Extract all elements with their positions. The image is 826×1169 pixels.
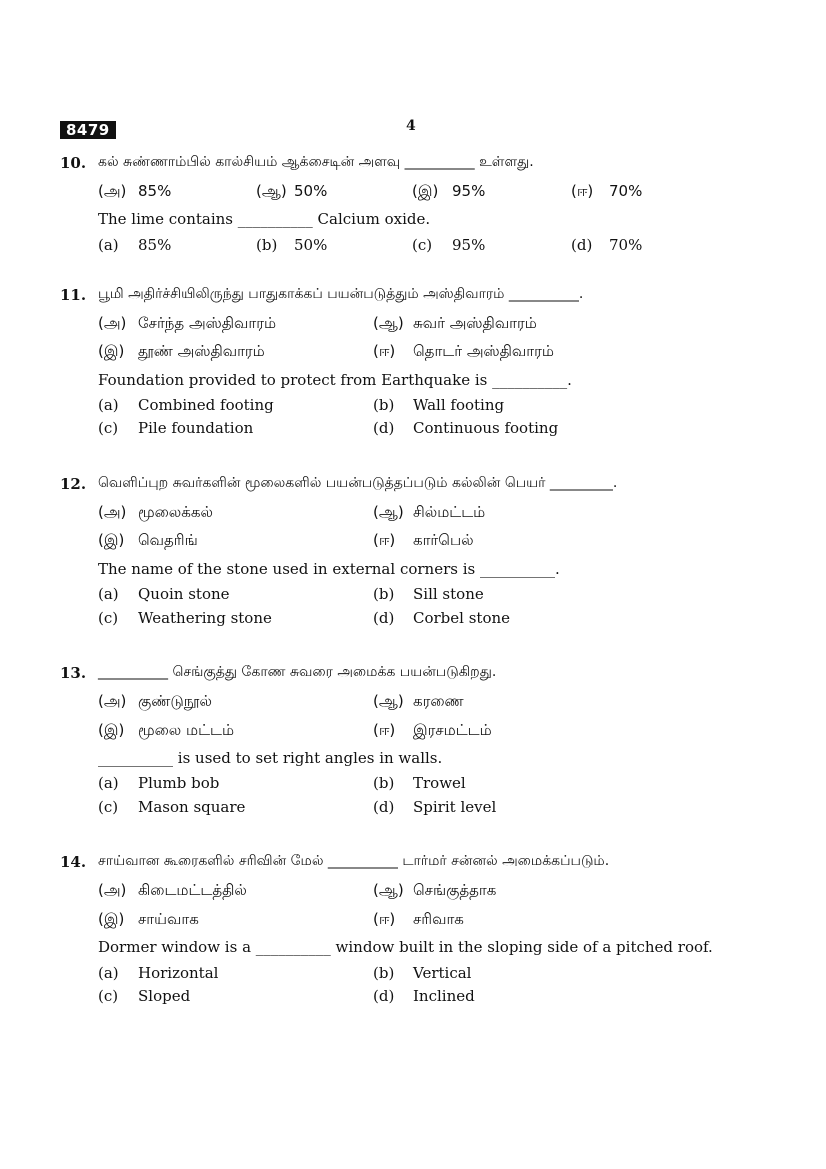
option-text: கார்பெல் (413, 531, 474, 549)
option-text: வெதரிங் (138, 531, 198, 549)
option-label: (a) (98, 396, 119, 414)
option-label: (b) (373, 964, 395, 982)
option-tamil-2 (373, 692, 464, 712)
option-english-b (373, 396, 505, 414)
option-label: (d) (373, 798, 395, 816)
question-text-english: Dormer window is a __________ window built in the sloping side of a pitched roof. (98, 938, 713, 956)
option-label: (ஆ) (373, 314, 404, 332)
option-text: இரசமட்டம் (413, 721, 492, 739)
option-tamil-3 (98, 531, 198, 551)
question-text-english: Foundation provided to protect from Earthquake is __________. (98, 371, 572, 389)
option-text: Weathering stone (138, 609, 272, 627)
option-text: தூண் அஸ்திவாரம் (138, 342, 265, 360)
option-text: Mason square (138, 798, 246, 816)
option-label: (அ) (98, 881, 127, 899)
option-label: (a) (98, 964, 119, 982)
option-tamil-4 (571, 182, 643, 202)
option-tamil-4 (373, 721, 492, 741)
option-text: Vertical (413, 964, 472, 982)
option-text: Horizontal (138, 964, 219, 982)
option-text: 50% (294, 236, 328, 254)
option-label: (அ) (98, 314, 127, 332)
option-text: Sloped (138, 987, 191, 1005)
option-label: (d) (373, 419, 395, 437)
option-tamil-3 (98, 721, 235, 741)
option-text: 70% (609, 182, 643, 200)
option-tamil-1 (98, 182, 172, 202)
option-label: (c) (412, 236, 433, 254)
option-label: (d) (373, 609, 395, 627)
option-text: Quoin stone (138, 585, 230, 603)
option-english-b (373, 585, 484, 603)
option-label: (இ) (412, 182, 439, 200)
question-number: 11. (60, 286, 87, 304)
option-english-c (98, 798, 246, 816)
option-label: (இ) (98, 531, 125, 549)
option-label: (b) (373, 396, 395, 414)
option-english-d (373, 419, 559, 437)
option-text: 50% (294, 182, 328, 200)
option-label: (a) (98, 236, 119, 254)
option-label: (c) (98, 609, 119, 627)
option-text: சேர்ந்த அஸ்திவாரம் (138, 314, 277, 332)
option-text: Inclined (413, 987, 475, 1005)
option-tamil-3 (98, 910, 199, 930)
question-text-tamil: பூமி அதிர்ச்சியிலிருந்து பாதுகாக்கப் பயன்படுத்தும் அஸ்திவாரம் __________. (98, 286, 584, 302)
option-text: 95% (452, 236, 486, 254)
option-english-d (373, 609, 511, 627)
question-number: 10. (60, 154, 87, 172)
page-number: 4 (406, 118, 416, 134)
option-english-c (98, 609, 272, 627)
option-label: (a) (98, 585, 119, 603)
option-english-a (98, 964, 219, 982)
option-english-a (98, 585, 230, 603)
option-english-b (373, 964, 472, 982)
option-label: (இ) (98, 721, 125, 739)
option-label: (இ) (98, 342, 125, 360)
option-text: 85% (138, 236, 172, 254)
option-tamil-2 (373, 881, 497, 901)
question-text-tamil: __________ செங்குத்து கோண சுவரை அமைக்க பயன்படுகிறது. (98, 664, 497, 680)
option-english-a (98, 396, 274, 414)
option-tamil-2 (373, 503, 486, 523)
option-english-d (373, 987, 475, 1005)
question-text-tamil: வெளிப்புற சுவர்களின் மூலைகளில் பயன்படுத்தப்படும் கல்லின் பெயர் _________. (98, 475, 618, 491)
paper-code: 8479 (60, 121, 116, 139)
option-english-d (373, 798, 497, 816)
option-english-b (256, 236, 328, 254)
option-label: (ஈ) (571, 182, 594, 200)
option-label: (b) (256, 236, 278, 254)
option-text: 95% (452, 182, 486, 200)
option-label: (c) (98, 798, 119, 816)
option-label: (b) (373, 774, 395, 792)
option-label: (d) (571, 236, 593, 254)
option-label: (ஆ) (373, 881, 404, 899)
option-text: சரிவாக (413, 910, 464, 928)
question-text-english: __________ is used to set right angles in walls. (98, 749, 443, 767)
option-label: (இ) (98, 910, 125, 928)
option-english-c (412, 236, 486, 254)
option-label: (b) (373, 585, 395, 603)
option-text: Continuous footing (413, 419, 559, 437)
option-text: 70% (609, 236, 643, 254)
option-tamil-1 (98, 692, 212, 712)
option-text: 85% (138, 182, 172, 200)
question-text-english: The name of the stone used in external corners is __________. (98, 560, 560, 578)
question-text-tamil: கல் சுண்ணாம்பில் கால்சியம் ஆக்சைடின் அளவு __________ உள்ளது. (98, 154, 534, 170)
question-text-tamil: சாய்வான கூரைகளில் சரிவின் மேல் __________ டார்மர் சன்னல் அமைக்கப்படும். (98, 853, 610, 869)
question-number: 12. (60, 475, 87, 493)
option-tamil-2 (373, 314, 537, 334)
question-number: 14. (60, 853, 87, 871)
option-label: (அ) (98, 503, 127, 521)
option-text: சில்மட்டம் (413, 503, 486, 521)
option-label: (அ) (98, 182, 127, 200)
option-label: (ஈ) (373, 531, 396, 549)
option-text: Wall footing (413, 396, 505, 414)
option-label: (ஈ) (373, 342, 396, 360)
option-text: மூலைக்கல் (138, 503, 213, 521)
option-tamil-4 (373, 531, 474, 551)
option-text: செங்குத்தாக (413, 881, 497, 899)
option-label: (ஆ) (256, 182, 287, 200)
option-text: Sill stone (413, 585, 484, 603)
option-text: கிடைமட்டத்தில் (138, 881, 247, 899)
option-label: (c) (98, 419, 119, 437)
option-text: Spirit level (413, 798, 497, 816)
option-text: Trowel (413, 774, 466, 792)
option-text: குண்டுநூல் (138, 692, 212, 710)
option-text: தொடர் அஸ்திவாரம் (413, 342, 554, 360)
option-label: (ஈ) (373, 721, 396, 739)
option-english-d (571, 236, 643, 254)
question-number: 13. (60, 664, 87, 682)
option-english-c (98, 987, 191, 1005)
option-english-a (98, 236, 172, 254)
option-text: சுவர் அஸ்திவாரம் (413, 314, 537, 332)
option-label: (c) (98, 987, 119, 1005)
option-label: (ஆ) (373, 503, 404, 521)
option-text: மூலை மட்டம் (138, 721, 235, 739)
question-text-english: The lime contains __________ Calcium oxide. (98, 210, 431, 228)
option-tamil-2 (256, 182, 328, 202)
option-english-b (373, 774, 466, 792)
option-text: Corbel stone (413, 609, 511, 627)
option-tamil-3 (98, 342, 265, 362)
option-text: Combined footing (138, 396, 274, 414)
option-english-a (98, 774, 220, 792)
option-tamil-1 (98, 881, 247, 901)
option-tamil-4 (373, 342, 554, 362)
option-english-c (98, 419, 254, 437)
option-text: கரணை (413, 692, 464, 710)
option-tamil-4 (373, 910, 464, 930)
option-label: (ஆ) (373, 692, 404, 710)
option-label: (அ) (98, 692, 127, 710)
option-tamil-3 (412, 182, 486, 202)
option-tamil-1 (98, 314, 277, 334)
option-text: சாய்வாக (138, 910, 199, 928)
option-tamil-1 (98, 503, 213, 523)
option-label: (ஈ) (373, 910, 396, 928)
option-text: Pile foundation (138, 419, 254, 437)
option-label: (d) (373, 987, 395, 1005)
option-text: Plumb bob (138, 774, 220, 792)
option-label: (a) (98, 774, 119, 792)
